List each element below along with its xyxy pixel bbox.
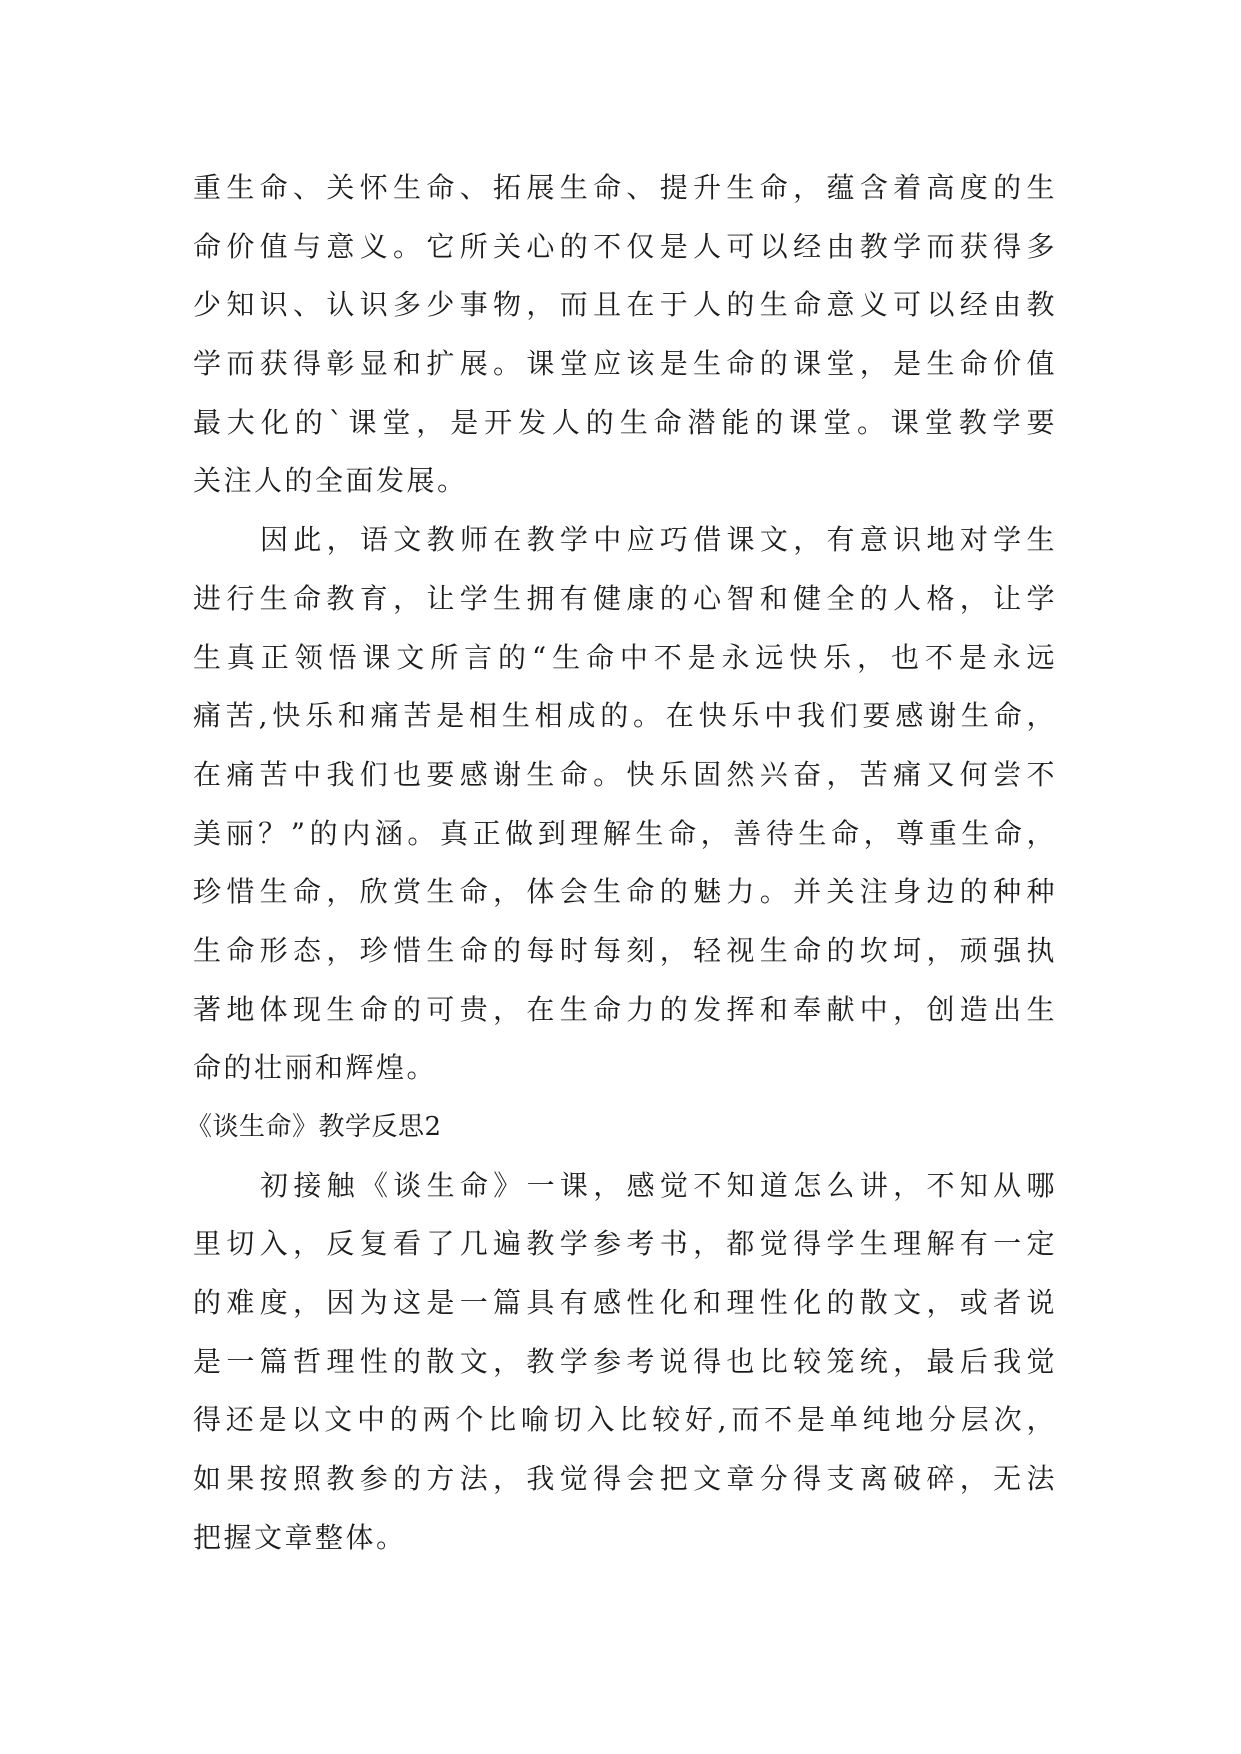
paragraph-continued bbox=[193, 159, 1057, 511]
text-line: 美丽？”的内涵。真正做到理解生命，善待生命，尊重生命， bbox=[193, 816, 1057, 850]
paragraph bbox=[193, 1157, 1057, 1568]
text-line: 在痛苦中我们也要感谢生命。快乐固然兴奋，苦痛又何尝不 bbox=[193, 757, 1057, 791]
text-line: 生命形态，珍惜生命的每时每刻，轻视生命的坎坷，顽强执 bbox=[193, 933, 1057, 967]
paragraph bbox=[193, 511, 1057, 1098]
text-line: 进行生命教育，让学生拥有健康的心智和健全的人格，让学 bbox=[193, 581, 1057, 615]
text-line: 命价值与意义。它所关心的不仅是人可以经由教学而获得多 bbox=[193, 229, 1057, 263]
text-line: 学而获得彰显和扩展。课堂应该是生命的课堂，是生命价值 bbox=[193, 347, 1057, 381]
text-line: 关注人的全面发展。 bbox=[193, 464, 468, 498]
text-line: 把握文章整体。 bbox=[193, 1520, 407, 1554]
text-line: 重生命、关怀生命、拓展生命、提升生命，蕴含着高度的生 bbox=[193, 171, 1057, 204]
document-body bbox=[186, 159, 1057, 1568]
text-line: 痛苦,快乐和痛苦是相生相成的。在快乐中我们要感谢生命， bbox=[193, 699, 1057, 733]
text-line: 著地体现生命的可贵，在生命力的发挥和奉献中，创造出生 bbox=[193, 992, 1057, 1026]
text-line: 命的壮丽和辉煌。 bbox=[193, 1051, 438, 1085]
text-line: 的难度，因为这是一篇具有感性化和理性化的散文，或者说 bbox=[193, 1286, 1057, 1320]
text-line: 最大化的`课堂，是开发人的生命潜能的课堂。课堂教学要 bbox=[193, 405, 1057, 439]
section-heading: 《谈生命》教学反思2 bbox=[186, 1112, 442, 1142]
text-line: 少知识、认识多少事物，而且在于人的生命意义可以经由教 bbox=[193, 288, 1057, 322]
text-line: 如果按照教参的方法，我觉得会把文章分得支离破碎，无法 bbox=[193, 1462, 1057, 1496]
text-line: 得还是以文中的两个比喻切入比较好,而不是单纯地分层次， bbox=[193, 1403, 1057, 1437]
text-line: 里切入，反复看了几遍教学参考书，都觉得学生理解有一定 bbox=[193, 1227, 1057, 1261]
text-line: 初接触《谈生命》一课，感觉不知道怎么讲，不知从哪 bbox=[260, 1168, 1057, 1202]
text-line: 生真正领悟课文所言的“生命中不是永远快乐，也不是永远 bbox=[193, 640, 1057, 674]
text-line: 珍惜生命，欣赏生命，体会生命的魅力。并关注身边的种种 bbox=[193, 875, 1057, 909]
text-line: 是一篇哲理性的散文，教学参考说得也比较笼统，最后我觉 bbox=[193, 1344, 1057, 1378]
text-line: 因此，语文教师在教学中应巧借课文，有意识地对学生 bbox=[260, 523, 1057, 557]
